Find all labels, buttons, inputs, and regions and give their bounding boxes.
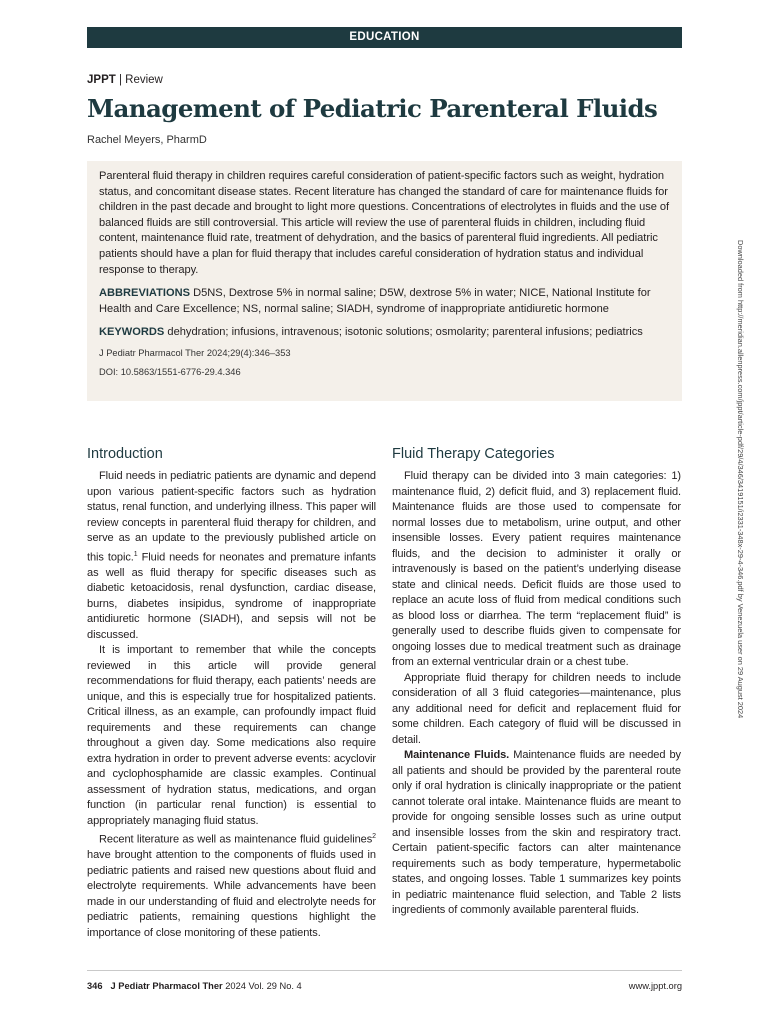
left-column — [87, 445, 376, 941]
paragraph-text: Recent literature as well as maintenance fluid guidelines — [99, 833, 373, 846]
section-heading-introduction: Introduction — [87, 446, 163, 462]
download-notice-text: Downloaded from http://meridian.allenpress.com/jppt/article-pdf/29/4/346/3419151/i2331-348x-29-4-346.pdf by Venezuela user on 29 August 2024 — [736, 240, 745, 719]
footer-citation — [87, 981, 302, 991]
paragraph-text: have brought attention to the components of fluids used in pediatric patients and raised new questions about fluid and electrolyte requirements. While advancements have been made in our understanding of fluid and electrolyte needs for pediatric patients, remaining questions highlight the importance of close monitoring of these patients. — [87, 849, 376, 939]
right-column — [392, 445, 681, 919]
footer-journal: J Pediatr Pharmacol Ther — [110, 981, 223, 991]
reference-marker[interactable]: 2 — [372, 833, 376, 841]
paragraph: Fluid therapy can be divided into 3 main categories: 1) maintenance fluid, 2) deficit fluid, and 3) replacement fluid. Maintenance fluids are those used to compensate for normal losses due to metabolism, urine output, and other insensible losses. Every patient requires maintenance fluids, and the decision to administer it orally or intravenously is based on the patient’s underlying disease state and clinical needs. Deficit fluids are those used to replace an acute loss of fluid from medical conditions such as blood loss or diarrhea. The term “replacement fluid” is generally used to describe fluids given to compensate for ongoing losses due to medical treatment such as drainage from an external ventricular drain or a chest tube. — [392, 470, 681, 668]
journal-label: JPPT — [87, 74, 116, 86]
abbreviations-text: D5NS, Dextrose 5% in normal saline; D5W, dextrose 5% in water; NICE, National Institute for Health and Care Excellence; NS, normal saline; SIADH, syndrome of inappropriate antidiuretic hormone — [99, 287, 651, 315]
abbreviations — [99, 286, 670, 317]
paragraph — [392, 748, 681, 919]
page-number: 346 — [87, 981, 103, 991]
paragraph-text: Fluid needs in pediatric patients are dynamic and depend upon various patient-specific factors such as hydration status, renal function, and underlying illness. This paper will review concepts in parenteral fluid therapy for children, and serve as an update to the previously published article on this topic. — [87, 470, 376, 564]
footer-issue: 2024 Vol. 29 No. 4 — [222, 981, 302, 991]
section-heading-fluid-therapy: Fluid Therapy Categories — [392, 446, 555, 462]
keywords-text: dehydration; infusions, intravenous; isotonic solutions; osmolarity; parenteral infusions; pediatrics — [164, 326, 643, 339]
abstract-box — [87, 161, 682, 401]
article-kicker — [87, 74, 163, 86]
abbreviations-label: ABBREVIATIONS — [99, 287, 191, 300]
doi-link[interactable]: DOI: 10.5863/1551-6776-29.4.346 — [99, 366, 241, 377]
reference-marker[interactable]: 1 — [133, 550, 138, 558]
article-type: Review — [125, 74, 163, 86]
section-banner: EDUCATION — [87, 27, 682, 48]
footer-url[interactable]: www.jppt.org — [628, 981, 682, 991]
paragraph — [87, 829, 376, 941]
footer-divider — [87, 970, 682, 971]
run-in-heading: Maintenance Fluids. — [404, 749, 510, 761]
paragraph: It is important to remember that while the concepts reviewed in this article will provide general recommendations for fluid therapy, each patients’ needs are unique, and this is especially true for hospitalized patients. Critical illness, as an example, can profoundly impact fluid requirements and these requirements can change throughout a given day. Some medications also require extra hydration in order to prevent adverse events: acyclovir and cyclophosphamide are classic examples. Continual assessment of hydration status, medications, and organ function (in particular renal function) is essential to appropriately managing fluid status. — [87, 644, 376, 827]
keywords-label: KEYWORDS — [99, 326, 165, 339]
keywords — [99, 325, 670, 341]
paragraph: Appropriate fluid therapy for children needs to include consideration of all 3 fluid categories—maintenance, plus any additional need for deficit and replacement fluid for some children. Each category of fluid will be discussed in detail. — [392, 671, 681, 746]
citation: J Pediatr Pharmacol Ther 2024;29(4):346–353 — [99, 347, 291, 358]
download-notice — [734, 240, 746, 780]
article-author: Rachel Meyers, PharmD — [87, 134, 207, 146]
article-title: Management of Pediatric Parenteral Fluids — [87, 94, 658, 123]
kicker-separator: | — [115, 74, 126, 86]
paragraph-text: Fluid needs for neonates and premature infants as well as fluid therapy for specific diseases such as diabetic ketoacidosis, renal dysfunction, cardiac disease, burns, diabetes insipidus, syndrome of inappropriate antidiuretic hormone (SIADH), and sepsis will not be discussed. — [87, 551, 376, 641]
abstract-text: Parenteral fluid therapy in children requires careful consideration of patient-specific factors such as weight, hydration status, and concomitant disease states. Recent literature has changed the standard of care for maintenance fluids for children in the past decade and brought to light more questions. Concentrations of electrolytes in fluids and the use of balanced fluids are still controversial. This article will review the use of parenteral fluids in children, including fluid content, maintenance fluid rate, treatment of dehydration, and the basics of parenteral fluid ingredients. All pediatric patients should have a plan for fluid therapy that includes careful consideration of hydration status and individual response to therapy. — [99, 170, 669, 276]
paragraph-text: Maintenance fluids are needed by all patients and should be provided by the parenteral route only if oral hydration is clinically inappropriate or the patient cannot tolerate oral intake. Maintenance fluids are meant to provide for ongoing sensible losses such as urine output and insensible losses from the skin and respiratory tract. Certain patient-specific factors can alter maintenance requirements such as body temperature, hypermetabolic states, and ongoing losses. Table 1 summarizes key points in pediatric maintenance fluid selection, and Table 2 lists ingredients of commonly available parenteral fluids. — [392, 749, 681, 916]
paragraph — [87, 469, 376, 643]
